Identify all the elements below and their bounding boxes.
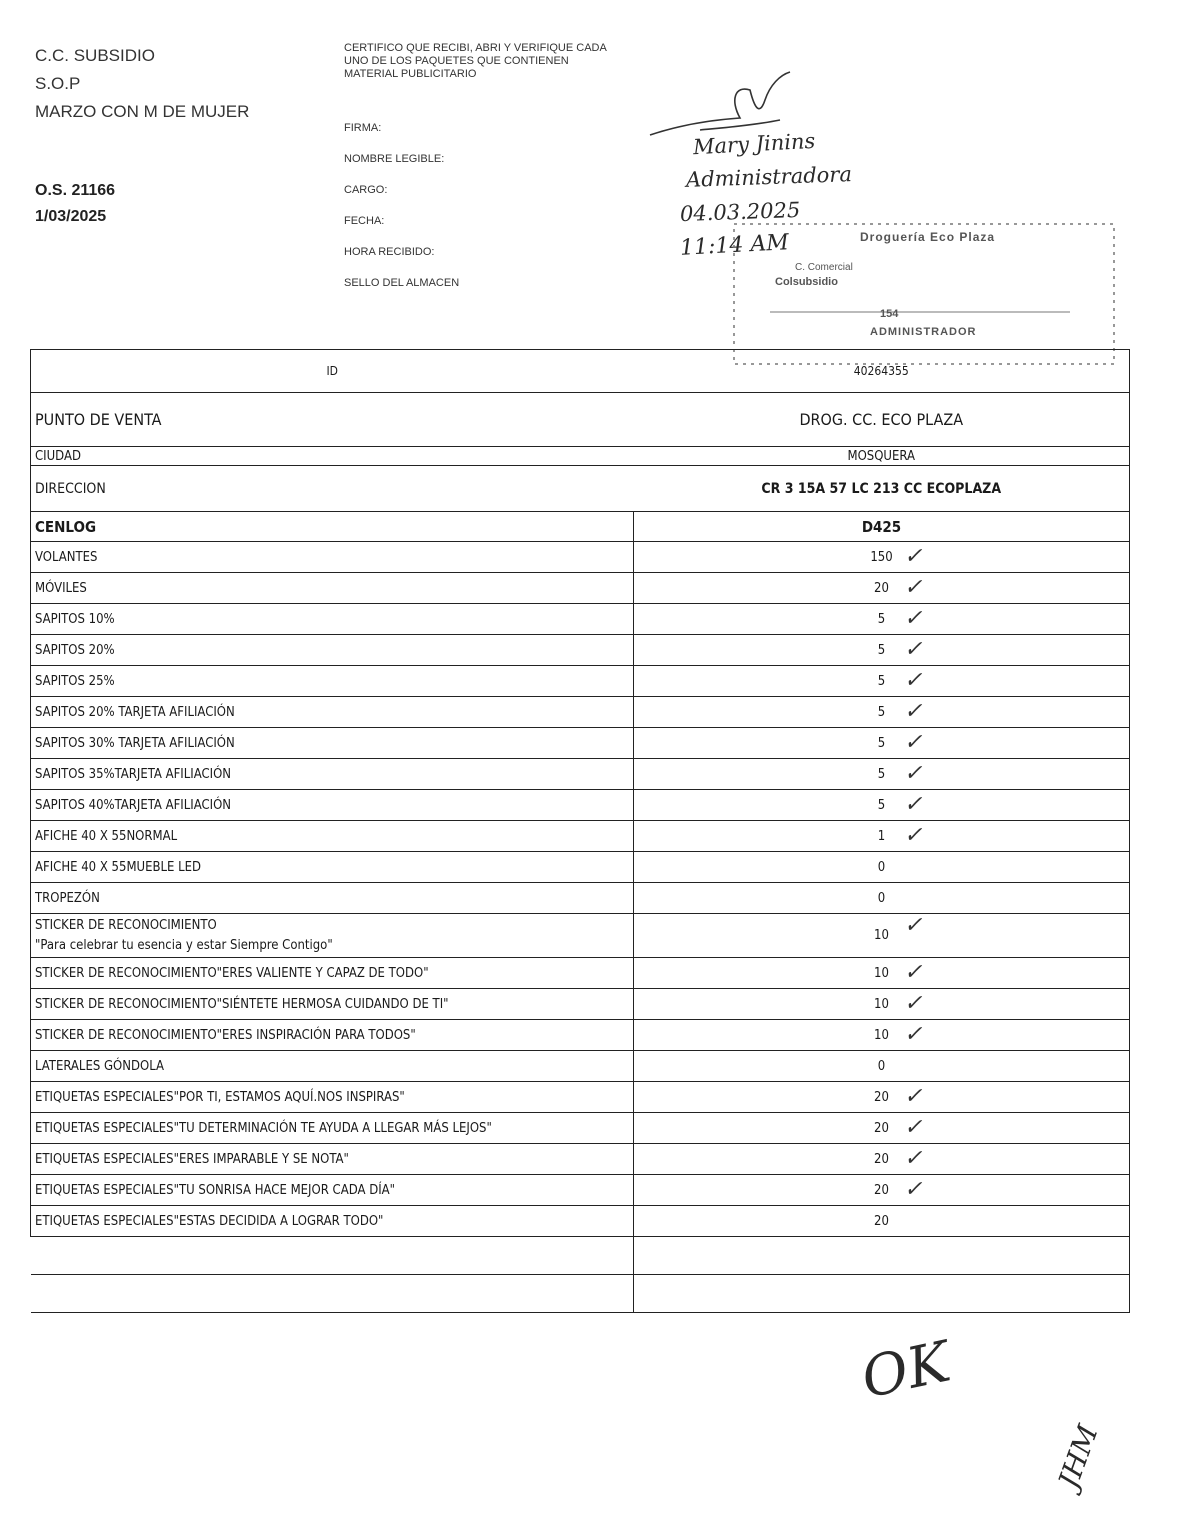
certificate-statement: CERTIFICO QUE RECIBI, ABRI Y VERIFIQUE CADA UNO DE LOS PAQUETES QUE CONTIENEN MATERIAL PUBLICITARIO xyxy=(344,42,607,80)
item-label-text: AFICHE 40 X 55NORMAL xyxy=(35,828,178,844)
item-quantity-value: 20 xyxy=(874,580,889,596)
row-ciudad xyxy=(31,447,1130,466)
item-row xyxy=(31,958,1130,989)
item-label xyxy=(31,728,634,759)
item-row xyxy=(31,697,1130,728)
item-label xyxy=(31,989,634,1020)
item-label-text: STICKER DE RECONOCIMIENTO"ERES VALIENTE Y CAPAZ DE TODO" xyxy=(35,965,429,981)
fecha-label: FECHA: xyxy=(344,215,385,227)
item-quantity-value: 10 xyxy=(874,1027,889,1043)
item-row xyxy=(31,728,1130,759)
item-label xyxy=(31,790,634,821)
hora-label: HORA RECIBIDO: xyxy=(344,246,435,258)
order-date: 1/03/2025 xyxy=(35,208,107,225)
item-label-text: ETIQUETAS ESPECIALES"ERES IMPARABLE Y SE NOTA" xyxy=(35,1151,349,1167)
item-quantity-value: 5 xyxy=(877,704,886,720)
item-quantity xyxy=(634,1144,1130,1175)
item-label xyxy=(31,958,634,989)
item-label-text: STICKER DE RECONOCIMIENTO"ERES INSPIRACIÓN PARA TODOS" xyxy=(35,1027,416,1043)
row-direccion xyxy=(31,466,1130,512)
order-block xyxy=(35,178,115,230)
item-quantity-value: 20 xyxy=(874,1182,889,1198)
item-row xyxy=(31,759,1130,790)
item-label xyxy=(31,573,634,604)
item-quantity xyxy=(634,697,1130,728)
item-label-text: ETIQUETAS ESPECIALES"ESTAS DECIDIDA A LOGRAR TODO" xyxy=(35,1213,384,1229)
item-quantity xyxy=(634,604,1130,635)
item-quantity xyxy=(634,1020,1130,1051)
checkmark-icon: ✓ xyxy=(904,823,923,848)
checkmark-icon: ✓ xyxy=(904,913,923,938)
item-row xyxy=(31,821,1130,852)
item-label-text: LATERALES GÓNDOLA xyxy=(35,1058,165,1074)
checkmark-icon: ✓ xyxy=(904,637,923,662)
handwritten-cargo: Administradora xyxy=(685,162,853,192)
item-label xyxy=(31,883,634,914)
item-label xyxy=(31,604,634,635)
item-label xyxy=(31,542,634,573)
id-label: ID xyxy=(31,350,634,393)
checkmark-icon: ✓ xyxy=(904,606,923,631)
materials-table xyxy=(30,349,1130,1313)
checkmark-icon: ✓ xyxy=(904,1022,923,1047)
item-row xyxy=(31,790,1130,821)
item-row xyxy=(31,1082,1130,1113)
item-quantity xyxy=(634,1175,1130,1206)
item-label xyxy=(31,759,634,790)
id-value: 40264355 xyxy=(634,350,1130,393)
item-quantity xyxy=(634,1051,1130,1082)
item-label-text: SAPITOS 20% TARJETA AFILIACIÓN xyxy=(35,704,235,720)
item-quantity-value: 10 xyxy=(874,996,889,1012)
item-quantity xyxy=(634,989,1130,1020)
handwritten-name: Mary Jinins xyxy=(692,128,816,160)
checkmark-icon: ✓ xyxy=(904,761,923,786)
company-dept: S.O.P xyxy=(35,74,81,93)
item-quantity xyxy=(634,914,1130,958)
ciudad-value: MOSQUERA xyxy=(634,447,1130,466)
item-quantity-value: 0 xyxy=(877,859,886,875)
item-row xyxy=(31,635,1130,666)
company-name: C.C. SUBSIDIO xyxy=(35,46,155,65)
item-quantity-value: 10 xyxy=(874,965,889,981)
checkmark-icon: ✓ xyxy=(904,1084,923,1109)
item-label-text: SAPITOS 40%TARJETA AFILIACIÓN xyxy=(35,797,232,813)
row-cenlog xyxy=(31,512,1130,542)
row-punto-venta xyxy=(31,393,1130,447)
checkmark-icon: ✓ xyxy=(904,699,923,724)
item-row xyxy=(31,1206,1130,1237)
cargo-label: CARGO: xyxy=(344,184,388,196)
item-quantity xyxy=(634,728,1130,759)
item-label-subtext: "Para celebrar tu esencia y estar Siempre Contigo" xyxy=(35,937,333,953)
item-row xyxy=(31,1175,1130,1206)
campaign-title: MARZO CON M DE MUJER xyxy=(35,102,250,121)
item-label xyxy=(31,914,634,958)
item-row xyxy=(31,604,1130,635)
item-quantity-value: 150 xyxy=(870,549,893,565)
header-company-block xyxy=(35,42,249,126)
item-quantity xyxy=(634,635,1130,666)
item-label-text: AFICHE 40 X 55MUEBLE LED xyxy=(35,859,202,875)
direccion-label: DIRECCION xyxy=(31,466,634,512)
item-row xyxy=(31,573,1130,604)
item-quantity xyxy=(634,852,1130,883)
item-quantity-value: 5 xyxy=(877,611,886,627)
handwritten-ok: OK xyxy=(856,1329,956,1412)
item-row xyxy=(31,1144,1130,1175)
item-quantity xyxy=(634,666,1130,697)
item-label xyxy=(31,821,634,852)
direccion-value: CR 3 15A 57 LC 213 CC ECOPLAZA xyxy=(634,466,1130,512)
checkmark-icon: ✓ xyxy=(904,991,923,1016)
item-row xyxy=(31,542,1130,573)
cenlog-value: D425 xyxy=(634,512,1130,542)
checkmark-icon: ✓ xyxy=(904,1177,923,1202)
stamp-store-name: Droguería Eco Plaza xyxy=(860,230,996,244)
item-quantity xyxy=(634,759,1130,790)
item-label-text: STICKER DE RECONOCIMIENTO xyxy=(35,917,217,933)
item-quantity xyxy=(634,542,1130,573)
item-quantity xyxy=(634,790,1130,821)
item-label xyxy=(31,1206,634,1237)
item-label xyxy=(31,1082,634,1113)
punto-venta-value: DROG. CC. ECO PLAZA xyxy=(634,393,1130,447)
item-label-text: MÓVILES xyxy=(35,580,87,596)
item-quantity xyxy=(634,573,1130,604)
item-quantity-value: 5 xyxy=(877,673,886,689)
cenlog-label: CENLOG xyxy=(31,512,634,542)
item-label-text: ETIQUETAS ESPECIALES"TU SONRISA HACE MEJOR CADA DÍA" xyxy=(35,1182,396,1198)
item-label xyxy=(31,1020,634,1051)
receipt-fields xyxy=(344,118,459,304)
item-row xyxy=(31,1113,1130,1144)
item-quantity xyxy=(634,1113,1130,1144)
item-row xyxy=(31,852,1130,883)
item-quantity-value: 20 xyxy=(874,1120,889,1136)
checkmark-icon: ✓ xyxy=(904,960,923,985)
item-label-text: STICKER DE RECONOCIMIENTO"SIÉNTETE HERMOSA CUIDANDO DE TI" xyxy=(35,996,449,1012)
blank-cell xyxy=(634,1237,1130,1275)
item-quantity xyxy=(634,958,1130,989)
item-quantity-value: 5 xyxy=(877,797,886,813)
checkmark-icon: ✓ xyxy=(904,1146,923,1171)
item-quantity-value: 5 xyxy=(877,642,886,658)
stamp-number: 154 xyxy=(880,308,899,320)
item-quantity xyxy=(634,821,1130,852)
item-label-text: TROPEZÓN xyxy=(35,890,100,906)
item-label xyxy=(31,1175,634,1206)
item-row xyxy=(31,914,1130,958)
item-row xyxy=(31,1051,1130,1082)
checkmark-icon: ✓ xyxy=(904,1115,923,1140)
stamp-line-1: C. Comercial xyxy=(795,262,853,273)
stamp-line-2: Colsubsidio xyxy=(775,276,838,288)
blank-cell xyxy=(634,1275,1130,1313)
checkmark-icon: ✓ xyxy=(904,792,923,817)
item-label-text: SAPITOS 25% xyxy=(35,673,115,689)
checkmark-icon: ✓ xyxy=(904,730,923,755)
punto-venta-label: PUNTO DE VENTA xyxy=(31,393,634,447)
item-label-text: SAPITOS 10% xyxy=(35,611,115,627)
order-number: O.S. 21166 xyxy=(35,182,116,199)
checkmark-icon: ✓ xyxy=(904,575,923,600)
blank-cell xyxy=(31,1237,634,1275)
ciudad-label: CIUDAD xyxy=(31,447,634,466)
item-row xyxy=(31,883,1130,914)
item-label xyxy=(31,666,634,697)
item-quantity-value: 20 xyxy=(874,1213,889,1229)
blank-row xyxy=(31,1237,1130,1275)
item-quantity xyxy=(634,1082,1130,1113)
stamp-role: ADMINISTRADOR xyxy=(870,326,977,338)
checkmark-icon: ✓ xyxy=(904,544,923,569)
item-label xyxy=(31,697,634,728)
sello-label: SELLO DEL ALMACEN xyxy=(344,277,460,289)
item-row xyxy=(31,1020,1130,1051)
item-quantity xyxy=(634,1206,1130,1237)
item-label-text: SAPITOS 35%TARJETA AFILIACIÓN xyxy=(35,766,232,782)
item-label xyxy=(31,1144,634,1175)
handwritten-time: 11:14 AM xyxy=(679,230,790,261)
item-label-text: SAPITOS 30% TARJETA AFILIACIÓN xyxy=(35,735,235,751)
item-quantity-value: 10 xyxy=(874,927,889,943)
item-quantity-value: 5 xyxy=(877,766,886,782)
item-label xyxy=(31,852,634,883)
item-row xyxy=(31,989,1130,1020)
blank-cell xyxy=(31,1275,634,1313)
nombre-label: NOMBRE LEGIBLE: xyxy=(344,153,445,165)
item-quantity-value: 1 xyxy=(877,828,886,844)
item-label xyxy=(31,1051,634,1082)
item-quantity-value: 0 xyxy=(877,1058,886,1074)
item-label-text: ETIQUETAS ESPECIALES"TU DETERMINACIÓN TE AYUDA A LLEGAR MÁS LEJOS" xyxy=(35,1120,492,1136)
item-label xyxy=(31,1113,634,1144)
item-label-text: VOLANTES xyxy=(35,549,98,565)
item-quantity-value: 0 xyxy=(877,890,886,906)
row-id xyxy=(31,350,1130,393)
item-quantity-value: 20 xyxy=(874,1151,889,1167)
item-label-text: SAPITOS 20% xyxy=(35,642,115,658)
item-quantity-value: 20 xyxy=(874,1089,889,1105)
checkmark-icon: ✓ xyxy=(904,668,923,693)
item-label xyxy=(31,635,634,666)
handwritten-initials: JHM xyxy=(1051,1420,1105,1493)
item-quantity-value: 5 xyxy=(877,735,886,751)
handwritten-date: 04.03.2025 xyxy=(679,197,801,227)
item-quantity xyxy=(634,883,1130,914)
item-label-text: ETIQUETAS ESPECIALES"POR TI, ESTAMOS AQUÍ.NOS INSPIRAS" xyxy=(35,1089,405,1105)
item-row xyxy=(31,666,1130,697)
blank-row xyxy=(31,1275,1130,1313)
firma-label: FIRMA: xyxy=(344,122,382,134)
